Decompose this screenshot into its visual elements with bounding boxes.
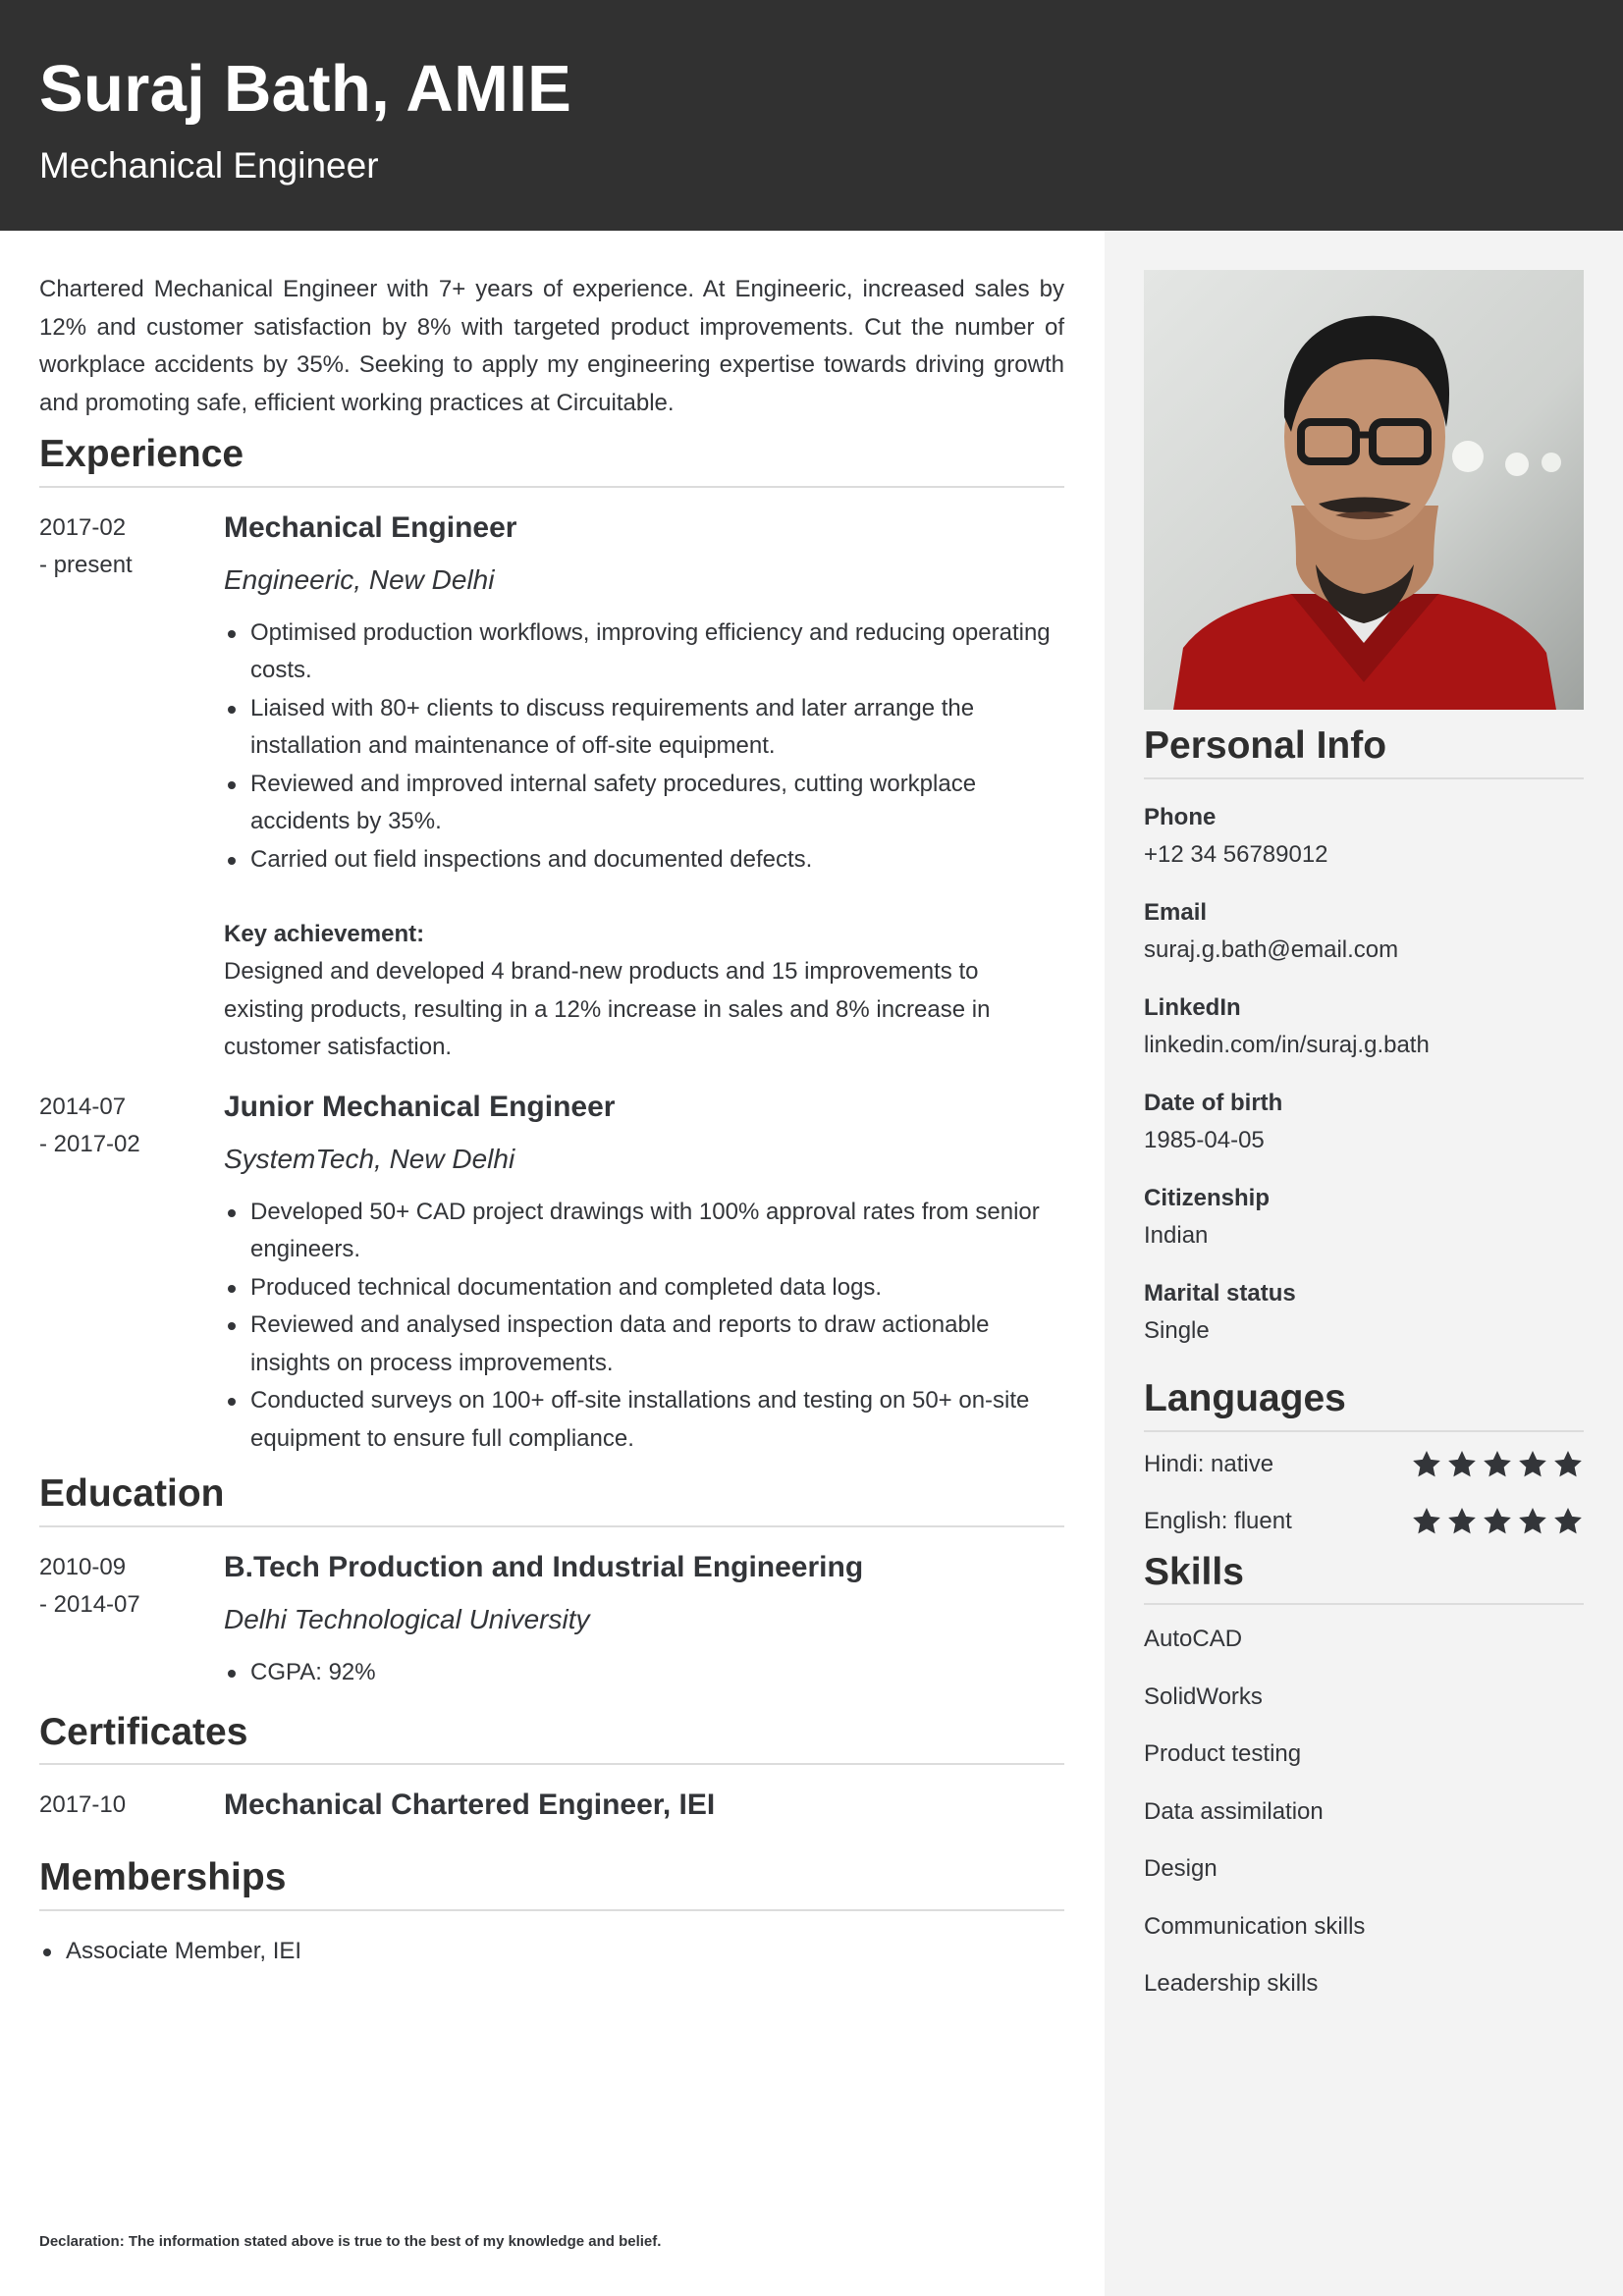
entry-body bbox=[224, 1787, 1064, 1824]
date-end: - present bbox=[39, 551, 133, 578]
candidate-name: Suraj Bath, AMIE bbox=[39, 52, 572, 126]
profile-photo-illustration bbox=[1144, 270, 1584, 710]
key-achievement-text: Designed and developed 4 brand-new products and 15 improvements to existing products, resulting in a 12% increase in sales and 8% increase in customer satisfaction. bbox=[224, 958, 991, 1061]
star-icon bbox=[1482, 1449, 1513, 1480]
job-company: Engineeric, New Delhi bbox=[224, 563, 495, 595]
info-value: 1985-04-05 bbox=[1144, 1126, 1265, 1153]
sidebar bbox=[1105, 231, 1623, 2296]
info-item-marital-status bbox=[1144, 1275, 1584, 1370]
star-icon bbox=[1482, 1506, 1513, 1537]
experience-entry bbox=[39, 509, 1064, 1067]
entry-body bbox=[224, 509, 1064, 1067]
declaration-text: Declaration: The information stated above is true to the best of my knowledge and belief. bbox=[39, 2233, 662, 2250]
bullet-item: CGPA: 92% bbox=[224, 1654, 1064, 1692]
bullet-item: Reviewed and improved internal safety procedures, cutting workplace accidents by 35%. bbox=[224, 766, 1064, 841]
language-label: English: fluent bbox=[1144, 1507, 1292, 1534]
skill-item: Data assimilation bbox=[1144, 1797, 1324, 1825]
language-item bbox=[1144, 1493, 1584, 1550]
key-achievement-label: Key achievement: bbox=[224, 921, 425, 948]
entry-body bbox=[224, 1089, 1064, 1459]
skill-item: AutoCAD bbox=[1144, 1626, 1243, 1653]
personal-info-title: Personal Info bbox=[1144, 723, 1584, 779]
date-start: 2014-07 bbox=[39, 1093, 127, 1120]
certificate-entry bbox=[39, 1787, 1064, 1824]
star-icon bbox=[1446, 1449, 1478, 1480]
main-column bbox=[39, 271, 1064, 1971]
info-item-phone bbox=[1144, 799, 1584, 894]
skill-item: Product testing bbox=[1144, 1740, 1302, 1768]
skill-item: Leadership skills bbox=[1144, 1970, 1319, 1998]
info-value: Indian bbox=[1144, 1221, 1209, 1249]
info-label: Marital status bbox=[1144, 1279, 1296, 1307]
skill-item: SolidWorks bbox=[1144, 1682, 1263, 1710]
date-start: 2010-09 bbox=[39, 1554, 127, 1581]
bullet-item: Conducted surveys on 100+ off-site installations and testing on 50+ on-site equipment to ensure full compliance. bbox=[224, 1382, 1064, 1458]
certificates-section-title: Certificates bbox=[39, 1710, 1064, 1766]
info-value: Single bbox=[1144, 1316, 1210, 1344]
info-label: Date of birth bbox=[1144, 1089, 1283, 1116]
education-entry bbox=[39, 1549, 1064, 1692]
entry-date bbox=[39, 509, 224, 1067]
info-item-email bbox=[1144, 894, 1584, 989]
star-icon bbox=[1446, 1506, 1478, 1537]
entry-date bbox=[39, 1089, 224, 1459]
education-bullets bbox=[224, 1654, 1064, 1692]
experience-entry bbox=[39, 1089, 1064, 1459]
profile-summary: Chartered Mechanical Engineer with 7+ years of experience. At Engineeric, increased sales by 12% and customer satisfaction by 8% with targeted product improvements. Cut the number of workplace accidents by 35%. Seeking to apply my engineering expertise towards driving growth and promoting safe, efficient working practices at Circuitable. bbox=[39, 276, 1064, 416]
entry-date bbox=[39, 1549, 224, 1692]
info-label: Email bbox=[1144, 898, 1208, 926]
language-rating bbox=[1411, 1506, 1584, 1537]
bullet-item: Produced technical documentation and completed data logs. bbox=[224, 1269, 1064, 1308]
languages-title: Languages bbox=[1144, 1376, 1584, 1432]
star-icon bbox=[1517, 1506, 1548, 1537]
info-item-date-of-birth bbox=[1144, 1085, 1584, 1180]
info-value: suraj.g.bath@email.com bbox=[1144, 935, 1399, 963]
info-item-linkedin bbox=[1144, 989, 1584, 1085]
star-icon bbox=[1552, 1449, 1584, 1480]
job-bullets bbox=[224, 1194, 1064, 1459]
bullet-item: Liaised with 80+ clients to discuss requirements and later arrange the installation and maintenance of off-site equipment. bbox=[224, 690, 1064, 766]
info-value: linkedin.com/in/suraj.g.bath bbox=[1144, 1031, 1430, 1058]
personal-info-list bbox=[1144, 799, 1584, 1370]
candidate-headline: Mechanical Engineer bbox=[39, 145, 379, 187]
education-section-title: Education bbox=[39, 1471, 1064, 1527]
info-value: +12 34 56789012 bbox=[1144, 840, 1328, 868]
bullet-item: Optimised production workflows, improving efficiency and reducing operating costs. bbox=[224, 614, 1064, 690]
info-label: Phone bbox=[1144, 803, 1217, 830]
star-icon bbox=[1411, 1449, 1442, 1480]
membership-item: Associate Member, IEI bbox=[39, 1933, 1064, 1971]
languages-list bbox=[1144, 1436, 1584, 1550]
info-label: Citizenship bbox=[1144, 1184, 1271, 1211]
language-label: Hindi: native bbox=[1144, 1450, 1274, 1477]
certificate-name: Mechanical Chartered Engineer, IEI bbox=[224, 1789, 716, 1822]
skills-list bbox=[1144, 1611, 1584, 2013]
bullet-item: Reviewed and analysed inspection data and reports to draw actionable insights on process improvements. bbox=[224, 1307, 1064, 1382]
skills-title: Skills bbox=[1144, 1550, 1584, 1606]
date-end: - 2014-07 bbox=[39, 1591, 140, 1619]
job-company: SystemTech, New Delhi bbox=[224, 1143, 515, 1174]
bullet-item: Carried out field inspections and documented defects. bbox=[224, 841, 1064, 880]
skill-item: Design bbox=[1144, 1855, 1217, 1883]
star-icon bbox=[1552, 1506, 1584, 1537]
job-bullets bbox=[224, 614, 1064, 880]
degree-title: B.Tech Production and Industrial Engineering bbox=[224, 1551, 864, 1584]
profile-photo bbox=[1144, 270, 1584, 710]
resume-header bbox=[0, 0, 1623, 231]
date-start: 2017-02 bbox=[39, 513, 127, 541]
experience-section-title: Experience bbox=[39, 432, 1064, 488]
star-icon bbox=[1411, 1506, 1442, 1537]
language-rating bbox=[1411, 1449, 1584, 1480]
memberships-section-title: Memberships bbox=[39, 1855, 1064, 1911]
bullet-item: Developed 50+ CAD project drawings with 100% approval rates from senior engineers. bbox=[224, 1194, 1064, 1269]
memberships-list bbox=[39, 1933, 1064, 1971]
job-title: Junior Mechanical Engineer bbox=[224, 1090, 616, 1123]
school-name: Delhi Technological University bbox=[224, 1604, 590, 1635]
certificate-date: 2017-10 bbox=[39, 1791, 127, 1819]
entry-body bbox=[224, 1549, 1064, 1692]
date-end: - 2017-02 bbox=[39, 1130, 140, 1157]
info-item-citizenship bbox=[1144, 1180, 1584, 1275]
job-title: Mechanical Engineer bbox=[224, 510, 517, 544]
info-label: LinkedIn bbox=[1144, 993, 1241, 1021]
star-icon bbox=[1517, 1449, 1548, 1480]
skill-item: Communication skills bbox=[1144, 1912, 1366, 1940]
language-item bbox=[1144, 1436, 1584, 1493]
